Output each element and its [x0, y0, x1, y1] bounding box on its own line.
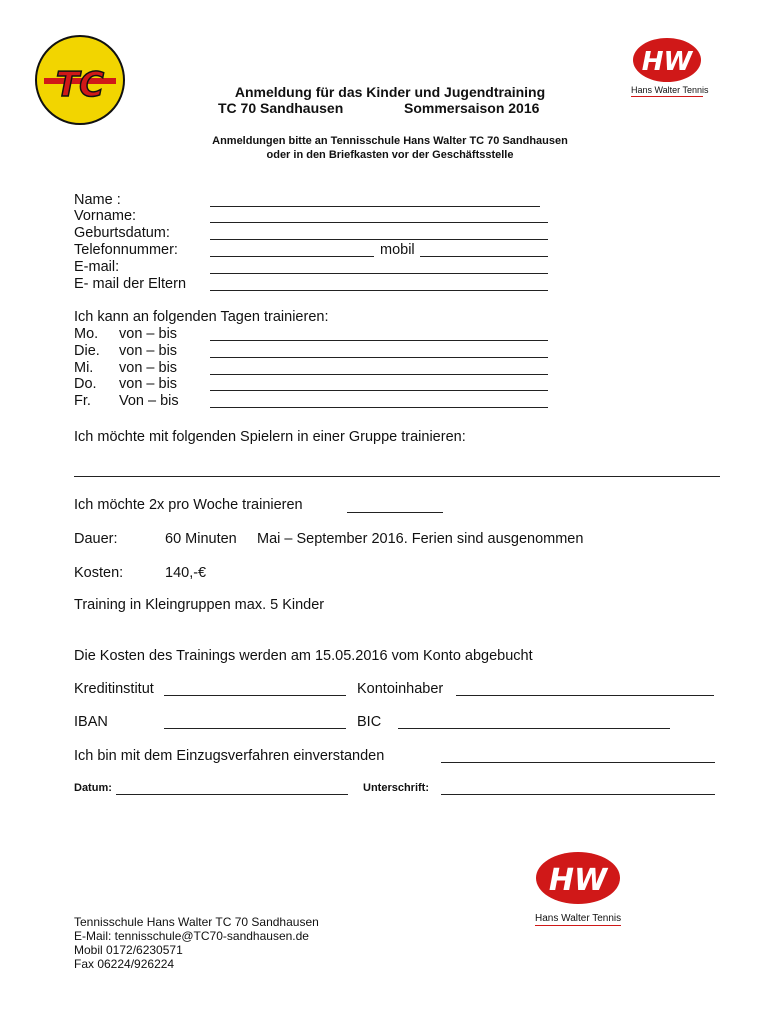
page-title-line2-right: Sommersaison 2016: [404, 100, 540, 116]
hw-caption-top: Hans Walter Tennis: [631, 85, 709, 95]
field-mobil[interactable]: [420, 256, 548, 257]
day-range: von – bis: [119, 376, 178, 392]
hw-caption-bottom: Hans Walter Tennis: [535, 913, 622, 924]
label-iban: IBAN: [74, 714, 108, 730]
field-einzug[interactable]: [441, 762, 715, 763]
page-title-line1: Anmeldung für das Kinder und Jugendtraining: [234, 84, 546, 100]
label-bic: BIC: [357, 714, 382, 730]
footer-line4: Fax 06224/926224: [74, 957, 175, 971]
field-kontoinhaber[interactable]: [456, 695, 714, 696]
einzug-text: Ich bin mit dem Einzugsverfahren einverstanden: [74, 748, 385, 764]
subtitle-line2: oder in den Briefkasten vor der Geschäftsstelle: [266, 149, 514, 161]
dauer-value: 60 Minuten: [165, 531, 237, 547]
subtitle-line1: Anmeldungen bitte an Tennisschule Hans Walter TC 70 Sandhausen: [212, 135, 568, 147]
hw-logo-bottom: [530, 850, 626, 921]
field-day-fr[interactable]: [210, 407, 548, 408]
field-group-players[interactable]: [74, 476, 720, 477]
field-day-mo[interactable]: [210, 340, 548, 341]
days-intro: Ich kann an folgenden Tagen trainieren:: [74, 309, 329, 325]
field-twice[interactable]: [347, 512, 443, 513]
field-unterschrift[interactable]: [441, 794, 715, 795]
field-vorname[interactable]: [210, 222, 548, 223]
field-bic[interactable]: [398, 728, 670, 729]
label-datum: Datum:: [74, 782, 112, 794]
day-range: Von – bis: [119, 393, 179, 409]
training-text: Training in Kleingruppen max. 5 Kinder: [74, 597, 325, 613]
day-label: Do.: [74, 376, 97, 392]
kosten-label: Kosten:: [74, 565, 124, 581]
kosten-value: 140,-€: [165, 565, 207, 581]
label-kontoinhaber: Kontoinhaber: [357, 681, 444, 697]
label-geburtsdatum: Geburtsdatum:: [74, 225, 170, 241]
dauer-detail: Mai – September 2016. Ferien sind ausgenommen: [257, 531, 584, 547]
field-day-die[interactable]: [210, 357, 548, 358]
field-datum[interactable]: [116, 794, 348, 795]
day-label: Die.: [74, 343, 100, 359]
konto-text: Die Kosten des Trainings werden am 15.05.2016 vom Konto abgebucht: [74, 648, 533, 664]
day-label: Mo.: [74, 326, 99, 342]
day-range: von – bis: [119, 326, 178, 342]
svg-text:HW: HW: [548, 863, 608, 898]
field-geburtsdatum[interactable]: [210, 239, 548, 240]
label-email: E-mail:: [74, 259, 120, 275]
tc70-logo: [34, 34, 126, 131]
hw-caption-underline: [631, 96, 703, 97]
field-name[interactable]: [210, 206, 540, 207]
svg-text:HW: HW: [641, 47, 693, 77]
day-range: von – bis: [119, 360, 178, 376]
label-telefon: Telefonnummer:: [74, 242, 178, 258]
field-kreditinstitut[interactable]: [164, 695, 346, 696]
footer-line3: Mobil 0172/6230571: [74, 943, 183, 957]
group-text: Ich möchte mit folgenden Spielern in einer Gruppe trainieren:: [74, 429, 466, 445]
dauer-label: Dauer:: [74, 531, 118, 547]
label-name: Name :: [74, 192, 121, 208]
day-label: Fr.: [74, 393, 91, 409]
field-day-do[interactable]: [210, 390, 548, 391]
footer-line2: E-Mail: tennisschule@TC70-sandhausen.de: [74, 929, 309, 943]
field-email[interactable]: [210, 273, 548, 274]
twice-text: Ich möchte 2x pro Woche trainieren: [74, 497, 303, 513]
footer-line1: Tennisschule Hans Walter TC 70 Sandhausen: [74, 915, 319, 929]
label-vorname: Vorname:: [74, 208, 137, 224]
label-unterschrift: Unterschrift:: [363, 782, 430, 794]
field-telefon[interactable]: [210, 256, 374, 257]
field-iban[interactable]: [164, 728, 346, 729]
field-email-eltern[interactable]: [210, 290, 548, 291]
page-title-line2-left: TC 70 Sandhausen: [218, 100, 344, 116]
label-email-eltern: E- mail der Eltern: [74, 276, 187, 292]
hw-caption-bottom-underline: [535, 925, 621, 926]
day-label: Mi.: [74, 360, 94, 376]
day-range: von – bis: [119, 343, 178, 359]
field-day-mi[interactable]: [210, 374, 548, 375]
label-kreditinstitut: Kreditinstitut: [74, 681, 154, 697]
svg-text:TC: TC: [55, 65, 105, 105]
label-mobil: mobil: [380, 242, 415, 258]
